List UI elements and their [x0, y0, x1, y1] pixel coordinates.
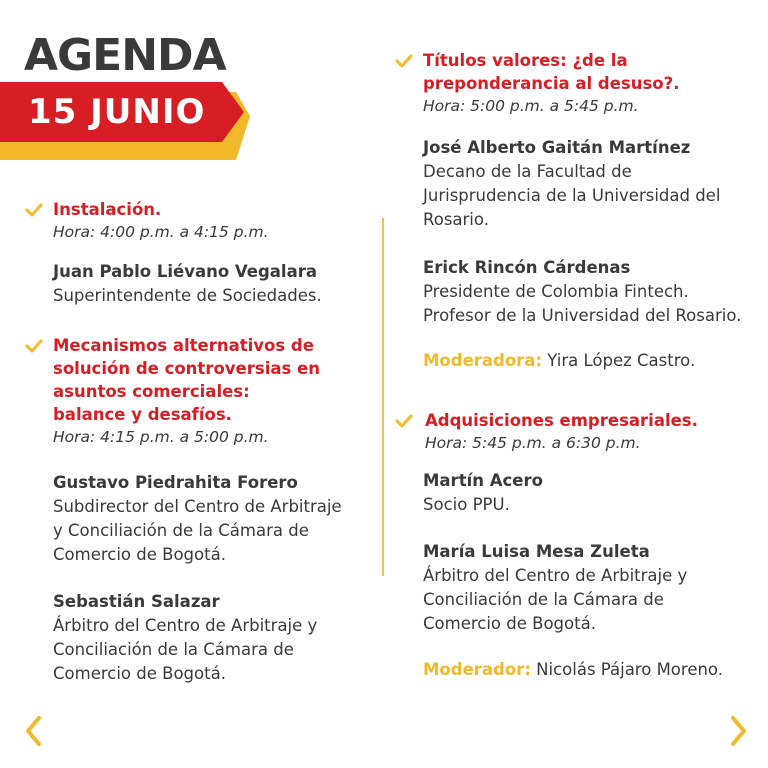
moderator-label: Moderador:	[423, 660, 531, 679]
speaker-role-line: Comercio de Bogotá.	[53, 545, 226, 564]
session-title-line: balance y desafíos.	[53, 405, 232, 424]
session-title: Adquisiciones empresariales.	[425, 411, 698, 430]
moderator	[423, 351, 695, 370]
speaker-role-line: Jurisprudencia de la Universidad del	[423, 186, 721, 205]
speaker-role-line: Conciliación de la Cámara de	[423, 590, 664, 609]
speaker-role-line: Conciliación de la Cámara de	[53, 640, 294, 659]
check-icon	[24, 336, 44, 356]
speaker-role-line: Comercio de Bogotá.	[53, 664, 226, 683]
session-time: Hora: 5:45 p.m. a 6:30 p.m.	[425, 434, 641, 452]
page-title: AGENDA	[24, 30, 226, 81]
next-arrow-icon[interactable]	[726, 714, 750, 748]
date-label: 15 JUNIO	[28, 92, 206, 132]
check-icon	[394, 411, 414, 431]
session-title-line: asuntos comerciales:	[53, 382, 250, 401]
speaker	[53, 590, 317, 686]
previous-arrow-icon[interactable]	[22, 714, 46, 748]
speaker	[423, 540, 687, 636]
session-time: Hora: 4:00 p.m. a 4:15 p.m.	[53, 223, 269, 241]
speaker-role-line: Presidente de Colombia Fintech.	[423, 282, 689, 301]
moderator	[423, 660, 723, 679]
speaker-role: Socio PPU.	[423, 495, 510, 514]
speaker-name: Martín Acero	[423, 471, 543, 490]
moderator-name: Yira López Castro.	[542, 351, 696, 370]
speaker-role-line: Profesor de la Universidad del Rosario.	[423, 306, 742, 325]
speaker	[53, 260, 322, 308]
speaker	[423, 136, 720, 232]
check-icon	[394, 51, 414, 71]
speaker-name: Gustavo Piedrahita Forero	[53, 473, 298, 492]
speaker-name: Sebastián Salazar	[53, 592, 220, 611]
speaker-role-line: Subdirector del Centro de Arbitraje	[53, 497, 342, 516]
moderator-name: Nicolás Pájaro Moreno.	[530, 660, 723, 679]
session-title-line: solución de controversias en	[53, 359, 320, 378]
speaker-role: Superintendente de Sociedades.	[53, 286, 322, 305]
speaker-name: Erick Rincón Cárdenas	[423, 258, 631, 277]
speaker-role-line: Comercio de Bogotá.	[423, 614, 596, 633]
speaker-role-line: Árbitro del Centro de Arbitraje y	[53, 616, 318, 635]
column-divider	[382, 218, 384, 576]
speaker	[423, 469, 543, 517]
session-title-line: Títulos valores: ¿de la	[423, 51, 628, 70]
speaker-name: María Luisa Mesa Zuleta	[423, 542, 650, 561]
session-time: Hora: 5:00 p.m. a 5:45 p.m.	[423, 97, 639, 115]
session-mecanismos	[53, 334, 320, 448]
session-title-line: preponderancia al desuso?.	[423, 74, 680, 93]
session-title: Instalación.	[53, 200, 162, 219]
check-icon	[24, 200, 44, 220]
speaker-role-line: Decano de la Facultad de	[423, 162, 632, 181]
session-title-line: Mecanismos alternativos de	[53, 336, 314, 355]
speaker-name: Juan Pablo Liévano Vegalara	[53, 262, 317, 281]
session-titulos-valores	[423, 49, 679, 117]
session-installation	[53, 198, 269, 243]
speaker-role-line: Rosario.	[423, 210, 489, 229]
speaker-role-line: y Conciliación de la Cámara de	[53, 521, 309, 540]
moderator-label: Moderadora:	[423, 351, 543, 370]
session-adquisiciones	[425, 409, 698, 454]
session-time: Hora: 4:15 p.m. a 5:00 p.m.	[53, 428, 269, 446]
speaker-name: José Alberto Gaitán Martínez	[423, 138, 691, 157]
speaker	[53, 471, 342, 567]
speaker-role-line: Árbitro del Centro de Arbitraje y	[423, 566, 688, 585]
speaker	[423, 256, 741, 328]
